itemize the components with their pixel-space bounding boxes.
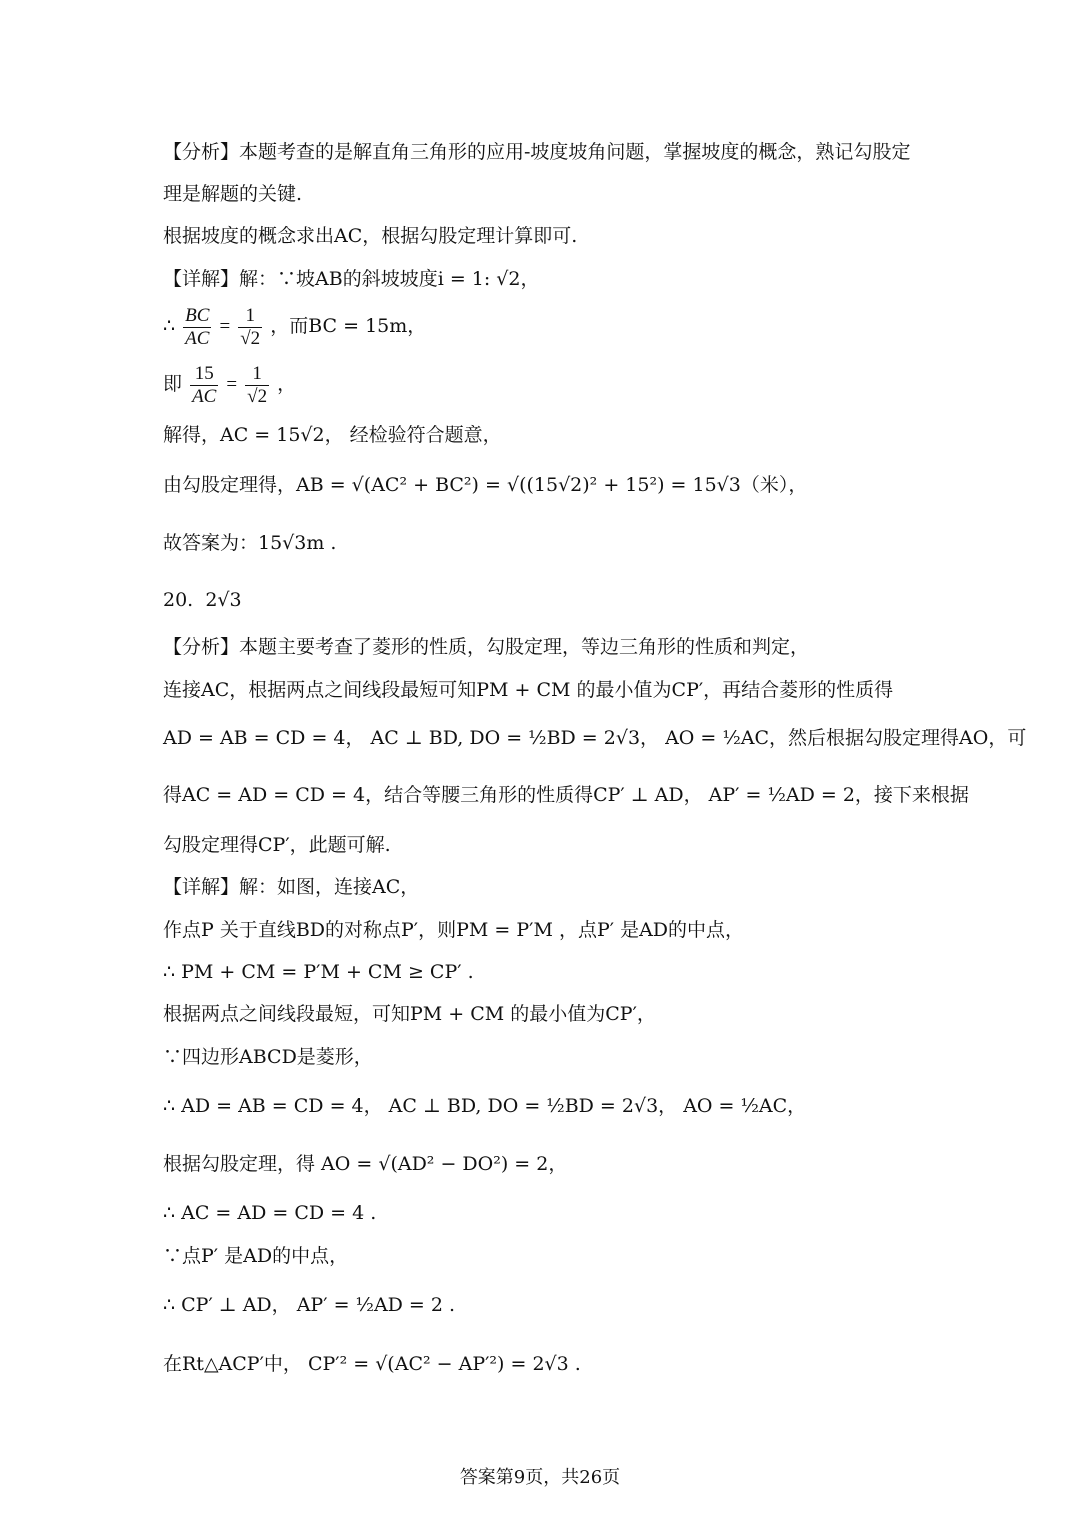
therefore-symbol: ∴ [163, 315, 176, 337]
detail-text: 解：∵坡AB的斜坡坡度i = 1: √2， [239, 268, 540, 290]
detail-line-6: ∴ AD = AB = CD = 4， AC ⊥ BD, DO = ½BD = 2√3， AO = ½AC， [163, 1095, 807, 1117]
fraction-1-sqrt2-b: $\frac{1}{√2}$ [247, 362, 268, 407]
equation-1-suffix: ，而BC = 15m， [270, 315, 427, 337]
analysis-label-2: 【分析】 [163, 636, 240, 658]
equation-2-suffix: ， [277, 373, 297, 395]
page-footer: 答案第9页，共26页 [459, 1467, 621, 1488]
equation-2-prefix: 即 [163, 373, 183, 395]
solve-line: 解得，AC = 15√2， 经检验符合题意， [163, 424, 502, 446]
method-text: 根据坡度的概念求出AC，根据勾股定理计算即可. [163, 225, 578, 247]
analysis-line-2: 连接AC，根据两点之间线段最短可知PM + CM 的最小值为CP′，再结合菱形的性质得 [163, 679, 894, 701]
pythagoras-line: 由勾股定理得，AB = √(AC² + BC²) = √((15√2)² + 15²) = 15√3（米）， [163, 474, 808, 496]
answer-line: 故答案为：15√3m . [163, 532, 337, 554]
detail-line-8: ∴ AC = AD = CD = 4 . [163, 1202, 377, 1224]
detail-paragraph-2 [163, 873, 920, 901]
detail-text-2: 解：如图，连接AC， [239, 876, 420, 898]
detail-line-3: ∴ PM + CM = P′M + CM ≥ CP′ . [163, 961, 474, 983]
analysis-text: 本题考查的是解直角三角形的应用-坡度坡角问题，掌握坡度的概念，熟记勾股定 [239, 141, 911, 163]
detail-line-9: ∵点P′ 是AD的中点， [163, 1245, 349, 1267]
detail-label-2: 【详解】 [163, 876, 240, 898]
fraction-bc-ac: $\frac{BC}{AC}$ [185, 304, 210, 349]
question-20-header [163, 586, 920, 614]
analysis-text-2: 本题主要考查了菱形的性质，勾股定理，等边三角形的性质和判定， [239, 636, 810, 658]
analysis-line-5: 勾股定理得CP′，此题可解. [163, 834, 391, 856]
question-number: 20. [163, 589, 194, 611]
question-answer: 2√3 [205, 589, 242, 611]
analysis-paragraph-1 [163, 138, 920, 166]
detail-label: 【详解】 [163, 268, 240, 290]
detail-line-2: 作点P 关于直线BD的对称点P′，则PM = P′M ，点P′ 是AD的中点， [163, 919, 745, 941]
detail-line-11: 在Rt△ACP′中， CP′² = √(AC² − AP′²) = 2√3 . [163, 1353, 581, 1375]
detail-line-4: 根据两点之间线段最短，可知PM + CM 的最小值为CP′， [163, 1003, 656, 1025]
analysis-line-4: 得AC = AD = CD = 4，结合等腰三角形的性质得CP′ ⊥ AD， AP′ = ½AD = 2，接下来根据 [163, 784, 969, 806]
fraction-15-ac: $\frac{15}{AC}$ [192, 362, 217, 407]
detail-line-5: ∵四边形ABCD是菱形， [163, 1046, 373, 1068]
detail-line-7: 根据勾股定理，得 AO = √(AD² − DO²) = 2， [163, 1153, 568, 1175]
analysis-paragraph-1-cont: 理是解题的关键. [163, 183, 303, 205]
detail-paragraph-1 [163, 265, 920, 293]
fraction-1-sqrt2: $\frac{1}{√2}$ [240, 304, 261, 349]
analysis-line-3: AD = AB = CD = 4， AC ⊥ BD, DO = ½BD = 2√3， AO = ½AC，然后根据勾股定理得AO，可 [163, 727, 1027, 749]
analysis-paragraph-2 [163, 633, 920, 661]
analysis-label: 【分析】 [163, 141, 240, 163]
equation-2: 即 $\frac{15}{AC}$ = $\frac{1}{√2}$ ， [163, 362, 297, 407]
equation-1: ∴ $\frac{BC}{AC}$ = $\frac{1}{√2}$ ，而BC = 15m， [163, 304, 427, 349]
detail-line-10: ∴ CP′ ⊥ AD， AP′ = ½AD = 2 . [163, 1294, 456, 1316]
